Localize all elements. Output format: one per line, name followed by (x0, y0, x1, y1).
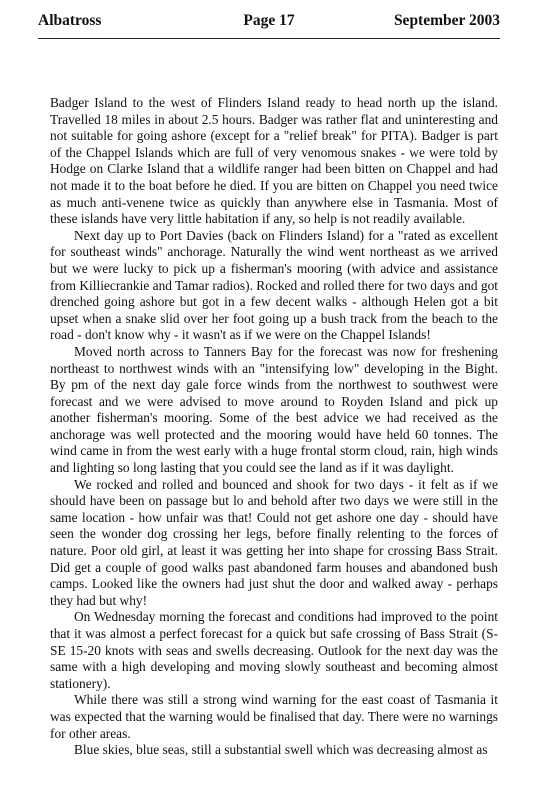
paragraph: Moved north across to Tanners Bay for the forecast was now for freshening northeast to northwest winds with an "intensifying low" developing in the Bight. By pm of the next day gale force winds from the northwest to southwest were forecast and we were advised to move around to Royden Island and pick up another fisherman's mooring. Some of the best advice we had received as the anchorage was well protected and the mooring would have held 60 tonnes. The wind came in from the west early with a huge frontal storm cloud, rain, high winds and lighting so long lasting that you could see the land as if it was daylight. (50, 343, 498, 476)
paragraph: We rocked and rolled and bounced and shook for two days - it felt as if we should have been on passage but lo and behold after two days we were still in the same location - how unfair was that! Could not get ashore one day - should have seen the wonder dog crossing her legs, before finally relenting to the forces of nature. Poor old girl, at least it was getting her into shape for crossing Bass Strait. Did get a couple of good walks past abandoned farm houses and abandoned bush camps. Looked like the owners had just shut the door and walked away - perhaps they had but why! (50, 476, 498, 608)
article-body (50, 95, 498, 759)
header-divider (38, 38, 500, 39)
page-number: Page 17 (243, 12, 295, 29)
paragraph: While there was still a strong wind warning for the east coast of Tasmania it was expected that the warning would be finalised that day. There were no warnings for other areas. (50, 692, 498, 741)
paragraph: Badger Island to the west of Flinders Island ready to head north up the island. Travelled 18 miles in about 2.5 hours. Badger was rather flat and uninteresting and not suitable for going ashore (except for a "relief break" for PITA). Badger is part of the Chappel Islands which are full of very venomous snakes - we were told by Hodge on Clarke Island that a wildlife ranger had been bitten on Chappel and had not made it to the boat before he died. If you are bitten on Chappel you need twice as much anti-venene twice as quickly than anywhere else in Tasmania. Most of these islands have very little habitation if any, so help is not readily available. (50, 95, 498, 227)
paragraph: On Wednesday morning the forecast and conditions had improved to the point that it was almost a perfect forecast for a quick but safe crossing of Bass Strait (S-SE 15-20 knots with seas and swells decreasing. Outlook for the next day was the same with a high developing and moving slowly southeast and becoming almost stationery). (50, 609, 498, 691)
page-header (38, 12, 500, 34)
publication-title: Albatross (38, 12, 102, 29)
paragraph: Blue skies, blue seas, still a substantial swell which was decreasing almost as (74, 742, 488, 758)
issue-date: September 2003 (393, 12, 500, 29)
paragraph: Next day up to Port Davies (back on Flinders Island) for a "rated as excellent for southeast winds" anchorage. Naturally the wind went northeast as we arrived but we were lucky to pick up a fisherman's mooring (with advice and assistance from Killiecrankie and Tamar radios). Rocked and rolled there for two days and got drenched going ashore but got in a few decent walks - although Helen got a bit upset when a snake slid over her foot going up a bush track from the beach to the road - don't know why - it wasn't as if we were on the Chappel Islands! (50, 227, 498, 343)
